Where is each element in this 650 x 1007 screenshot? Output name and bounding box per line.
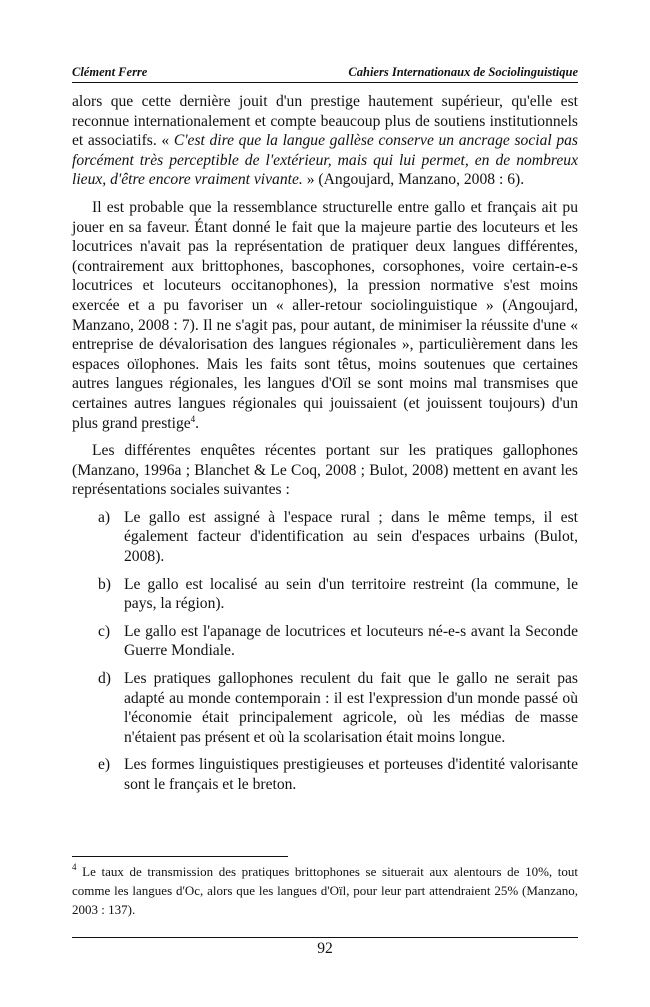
footnote: $^4$ Le taux de transmission des pratiques brittophones se situerait aux alentours de 10%, tout comme les langues d'Oc, alors que les langues d'Oïl, pour leur part attendraient 25% (Manzano, 2003 : 137). xyxy=(72,862,578,917)
list-item: a) Le gallo est assigné à l'espace rural ; dans le même temps, il est également facteur d'identification au sein d'espaces urbains (Bulot, 2008). xyxy=(98,508,578,566)
list-item: b) Le gallo est localisé au sein d'un territoire restreint (la commune, le pays, la région). xyxy=(98,575,578,613)
running-header xyxy=(72,64,578,83)
representations-list xyxy=(72,508,578,795)
list-item: c) Le gallo est l'apanage de locutrices et locuteurs né-e-s avant la Seconde Guerre Mondiale. xyxy=(98,622,578,660)
footnote-ref[interactable]: 4 xyxy=(190,413,196,424)
quote: C'est dire que la langue gallèse conserve un ancrage social pas forcément très perceptible de l'extérieur, mais qui lui permet, en de nombreux lieux, d'être encore vraiment vivante. xyxy=(72,132,579,189)
list-item: e) Les formes linguistiques prestigieuses et porteuses d'identité valorisante sont le français et le breton. xyxy=(98,756,578,793)
footnote-divider xyxy=(72,856,288,857)
footnote-number: 4 xyxy=(72,862,77,872)
list-item: d) Les pratiques gallophones reculent du fait que le gallo ne serait pas adapté au monde contemporain : il est l'expression d'un monde passé où l'économie était principalement agricole, où les médias de masse n'étaient pas présent et où la scolarisation était moins longue. xyxy=(98,670,578,746)
paragraph-2: Il est probable que la ressemblance structurelle entre gallo et français ait pu jouer en sa faveur. Étant donné le fait que la majeure partie des locuteurs et les locutrices n'avait pas la représentation de pratiquer deux langues différentes, (contrairement aux brittophones, bascophones, corsophones, voire certain-e-s locutrices et locuteurs occitanophones), la pression normative s'est moins exercée et a pu favoriser un « aller-retour sociolinguistique » (Angoujard, Manzano, 2008 : 7). Il ne s'agit pas, pour autant, de minimiser la réussite d'une « entreprise de dévalorisation des langues régionales », particulièrement dans les espaces oïlophones. Mais les faits sont têtus, moins soutenues que certaines autres langues régionales, les langues d'Oïl se sont moins mal transmises que certaines autres langues régionales qui jouissaient (et jouissent toujours) d'un plus grand prestige$^4$. xyxy=(72,198,578,432)
paragraph-3: Les différentes enquêtes récentes portant sur les pratiques gallophones (Manzano, 1996a ; Blanchet & Le Coq, 2008 ; Bulot, 2008) mettent en avant les représentations sociales suivantes : xyxy=(72,442,578,499)
page-number: 92 xyxy=(317,940,333,957)
footer-divider xyxy=(72,937,578,938)
paragraph-1: alors que cette dernière jouit d'un prestige hautement supérieur, qu'elle est reconnue internationalement et compte beaucoup plus de soutiens institutionnels et associatifs. « C'est dire que la langue gallèse conserve un ancrage social pas forcément très perceptible de l'extérieur, mais qui lui permet, en de nombreux lieux, d'être encore vraiment vivante. » (Angoujard, Manzano, 2008 : 6). xyxy=(72,93,579,189)
body-text xyxy=(72,92,578,803)
header-journal: Cahiers Internationaux de Sociolinguistique xyxy=(348,65,578,79)
header-author: Clément Ferre xyxy=(72,65,148,79)
